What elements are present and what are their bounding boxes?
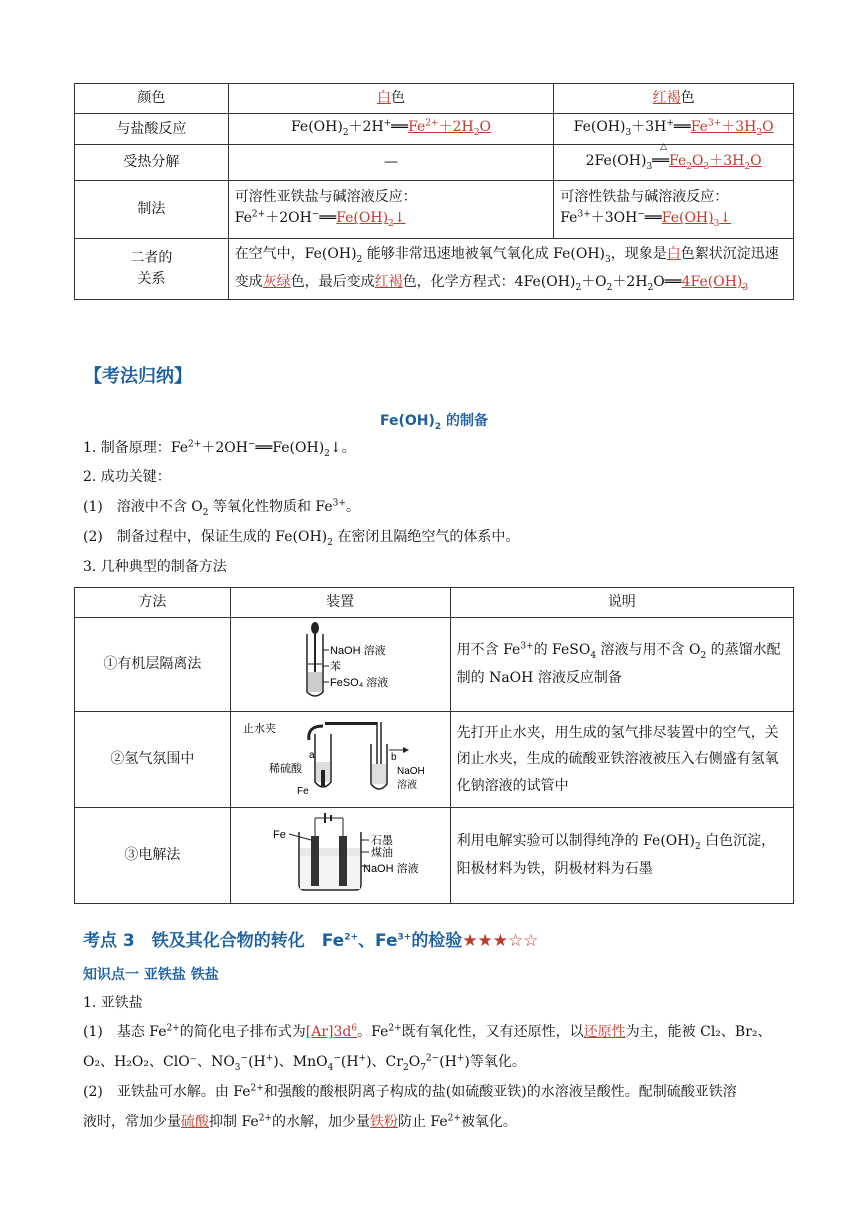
svg-text:溶液: 溶液 [396, 780, 417, 791]
feoh3-color: 红褐色 [554, 84, 794, 114]
comparison-table [74, 83, 794, 300]
svg-text:b: b [390, 752, 397, 763]
feoh2-color: 白色 [228, 84, 554, 114]
line-key-1: (1) 溶液中不含 $O_2$ 等氧化性物质和 $Fe^{3+}$。 [83, 498, 360, 518]
row-label-heat: 受热分解 [75, 145, 229, 181]
methods-table [74, 587, 794, 904]
kaodian-heading: 考点 3 铁及其化合物的转化 $Fe^{2+}$、$Fe^{3+}$的检验★★★☆☆ [83, 931, 539, 951]
svg-text:FeSO₄ 溶液: FeSO₄ 溶液 [329, 677, 388, 689]
hydrogen-apparatus-figure [237, 714, 437, 798]
line-methods: 3. 几种典型的制备方法 [83, 559, 227, 575]
svg-text:NaOH 溶液: NaOH 溶液 [362, 863, 419, 875]
svg-text:稀硫酸: 稀硫酸 [268, 763, 302, 775]
header-desc: 说明 [450, 588, 793, 618]
method-1: ①有机层隔离法 [75, 618, 231, 712]
method-3: ③电解法 [75, 808, 231, 904]
header-method: 方法 [75, 588, 231, 618]
header-apparatus: 装置 [230, 588, 450, 618]
svg-text:Fe: Fe [272, 829, 286, 841]
relation-text: 在空气中，$Fe(OH)_2$ 能够非常迅速地被氧气氧化成 $Fe(OH)_3$，现象是白色絮状沉淀迅速变成灰绿色，最后变成红褐色，化学方程式：$4Fe(OH)_2+O_2+2H_2O══4Fe(OH)_3$ [228, 239, 793, 300]
apparatus-2 [230, 712, 450, 808]
svg-text:煤油: 煤油 [370, 847, 393, 859]
row-label-acid: 与盐酸反应 [75, 114, 229, 145]
line-key-2: (2) 制备过程中，保证生成的 $Fe(OH)_2$ 在密闭且隔绝空气的体系中。 [83, 529, 520, 548]
method-2: ②氢气氛围中 [75, 712, 231, 808]
feoh2-heat: — [228, 145, 554, 181]
row-label-prep: 制法 [75, 181, 229, 239]
knowledge-point: 知识点一 亚铁盐 铁盐 [83, 967, 219, 983]
svg-text:Fe: Fe [296, 786, 309, 797]
svg-text:NaOH 溶液: NaOH 溶液 [329, 645, 386, 657]
svg-text:止水夹: 止水夹 [242, 723, 276, 735]
row-label-relation: 二者的 关系 [75, 239, 229, 300]
row-label-color: 颜色 [75, 84, 229, 114]
line-principle: 1. 制备原理：$Fe^{2+}+2OH^-══Fe(OH)_2↓$。 [83, 439, 356, 459]
svg-text:NaOH: NaOH [396, 766, 425, 777]
feoh3-heat-eq: $2Fe(OH)_3══$ △ $Fe_2O_3+3H_2O$ [554, 145, 794, 181]
sub-ferrous: 1. 亚铁盐 [83, 995, 143, 1011]
desc-2: 先打开止水夹，用生成的氢气排尽装置中的空气，关闭止水夹，生成的硫酸亚铁溶液被压入右侧盛有氢氧化钠溶液的试管中 [450, 712, 793, 808]
section-title: 【考法归纳】 [84, 366, 192, 387]
electrolysis-figure [237, 810, 437, 894]
para-2: (2) 亚铁盐可水解。由 $Fe^{2+}$和强酸的酸根阴离子构成的盐(如硫酸亚铁)的水溶液呈酸性。配制硫酸亚铁溶 [83, 1083, 737, 1100]
test-tube-figure [237, 620, 437, 702]
para-2-cont: 液时，常加少量硫酸抑制 $Fe^{2+}$的水解，加少量铁粉防止 $Fe^{2+}$被氧化。 [83, 1113, 517, 1130]
feoh3-acid-eq: $Fe(OH)_3+3H^+══Fe^{3+}+3H_2O$ [554, 114, 794, 145]
svg-text:a: a [308, 750, 315, 761]
feoh2-prep: 可溶性亚铁盐与碱溶液反应： $Fe^{2+}+2OH^-══Fe(OH)_2↓$ [228, 181, 554, 239]
svg-text:石墨: 石墨 [370, 835, 393, 847]
subtitle: $Fe(OH)_2$ 的制备 [379, 413, 489, 432]
feoh3-prep: 可溶性铁盐与碱溶液反应： $Fe^{3+}+3OH^-══Fe(OH)_3↓$ [554, 181, 794, 239]
para-1: (1) 基态 $Fe^{2+}$的简化电子排布式为$[Ar]3d^6$。$Fe^{2+}$既有氧化性，又有还原性，以还原性为主，能被 Cl₂、Br₂、 [83, 1023, 772, 1040]
apparatus-1 [230, 618, 450, 712]
line-keys: 2. 成功关键： [83, 469, 171, 485]
svg-text:苯: 苯 [329, 661, 341, 673]
desc-1: 用不含 $Fe^{3+}$的 FeSO$_4$ 溶液与用不含 $O_2$ 的蒸馏水配制的 NaOH 溶液反应制备 [450, 618, 793, 712]
apparatus-3 [230, 808, 450, 904]
desc-3: 利用电解实验可以制得纯净的 $Fe(OH)_2$ 白色沉淀，阳极材料为铁，阴极材料为石墨 [450, 808, 793, 904]
para-1-cont: O₂、H₂O₂、ClO⁻、$NO_3^-(H^+)$、MnO$_4$−(H+)、$Cr_2O_7^{2-}(H^+)$等氧化。 [83, 1053, 526, 1073]
feoh2-acid-eq: $Fe(OH)_2+2H^+══Fe^{2+}+2H_2O$ [228, 114, 554, 145]
